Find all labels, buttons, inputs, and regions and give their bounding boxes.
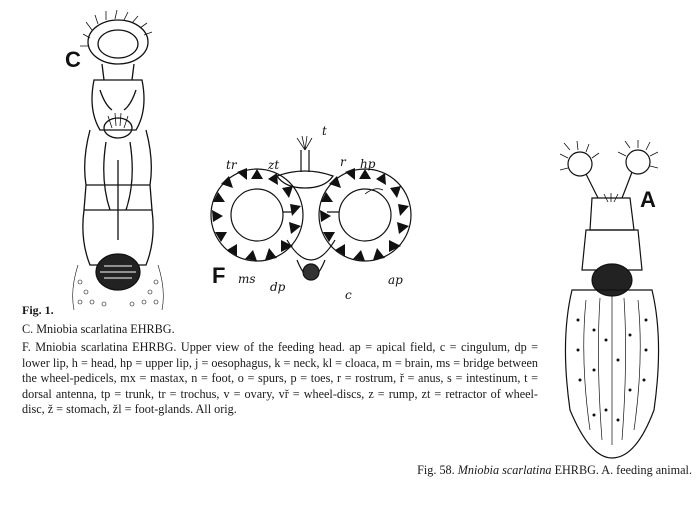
label-c: c	[345, 288, 352, 302]
caption-c: C. Mniobia scarlatina EHRBG.	[22, 322, 175, 336]
figure-a-drawing	[550, 140, 680, 460]
caption-f: F. Mniobia scarlatina EHRBG. Upper view of the feeding head. ap = apical field, c = cingulum, dp = lower lip, h = head, hp = upper lip, j = oesophagus, k = neck, kl = cloaca, m = brain, ms = bridge between the wheel-pedicels, mx = mastax, n = foot, o = spurs, p = toes, r = rostrum, ř = anus, s = intestinum, t = dorsal antenna, tp = trunk, tr = trochus, v = ovary, vř = wheel-discs, z = rump, zt = retractor of wheel-disc, ž = stomach, žl = foot-glands. All orig.	[22, 340, 538, 417]
figure-c-drawing	[60, 10, 200, 310]
label-ms: ms	[238, 272, 256, 286]
panel-letter-f: F	[212, 263, 226, 288]
label-dp: dp	[270, 280, 286, 294]
label-t: t	[322, 124, 327, 138]
label-zt: zt	[268, 158, 280, 172]
label-hp: hp	[360, 157, 376, 171]
label-ap: ap	[388, 273, 403, 287]
figure-1-caption	[22, 322, 538, 417]
label-r: r	[340, 155, 346, 169]
label-tr: tr	[226, 158, 237, 172]
panel-letter-a: A	[640, 187, 656, 212]
figure-58-suffix: EHRBG. A. feeding animal.	[554, 463, 692, 477]
figure-58-caption	[330, 463, 692, 478]
panel-letter-c: C	[65, 47, 81, 72]
figure-58-prefix: Fig. 58.	[417, 463, 455, 477]
figure-1-number: Fig. 1.	[22, 303, 54, 317]
figure-58-species: Mniobia scarlatina	[457, 463, 552, 477]
